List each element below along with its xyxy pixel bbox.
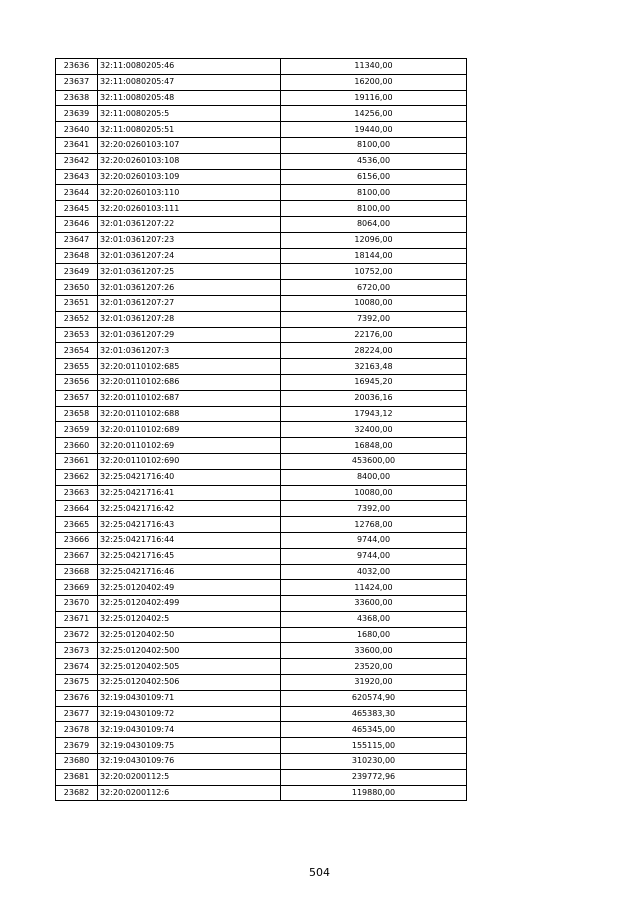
row-number-cell: 23661 — [56, 453, 98, 469]
value-cell: 155115,00 — [281, 738, 467, 754]
value-cell: 19116,00 — [281, 90, 467, 106]
table-row — [56, 327, 467, 343]
table-row — [56, 754, 467, 770]
row-number-cell: 23636 — [56, 59, 98, 75]
value-cell: 8100,00 — [281, 185, 467, 201]
value-cell: 16945,20 — [281, 374, 467, 390]
row-number-cell: 23672 — [56, 627, 98, 643]
row-number-cell: 23666 — [56, 532, 98, 548]
table-row — [56, 453, 467, 469]
value-cell: 14256,00 — [281, 106, 467, 122]
row-number-cell: 23655 — [56, 359, 98, 375]
table-row — [56, 469, 467, 485]
cadastral-number-cell: 32:01:0361207:24 — [98, 248, 281, 264]
value-cell: 11340,00 — [281, 59, 467, 75]
row-number-cell: 23680 — [56, 754, 98, 770]
row-number-cell: 23653 — [56, 327, 98, 343]
row-number-cell: 23657 — [56, 390, 98, 406]
row-number-cell: 23637 — [56, 74, 98, 90]
table-row — [56, 295, 467, 311]
value-cell: 12768,00 — [281, 517, 467, 533]
value-cell: 119880,00 — [281, 785, 467, 801]
table-row — [56, 627, 467, 643]
value-cell: 20036,16 — [281, 390, 467, 406]
row-number-cell: 23679 — [56, 738, 98, 754]
row-number-cell: 23646 — [56, 216, 98, 232]
table-row — [56, 501, 467, 517]
row-number-cell: 23638 — [56, 90, 98, 106]
cadastral-number-cell: 32:20:0260103:107 — [98, 137, 281, 153]
value-cell: 10752,00 — [281, 264, 467, 280]
table-row — [56, 422, 467, 438]
value-cell: 33600,00 — [281, 643, 467, 659]
value-cell: 239772,96 — [281, 769, 467, 785]
cadastral-number-cell: 32:25:0421716:45 — [98, 548, 281, 564]
cadastral-number-cell: 32:01:0361207:22 — [98, 216, 281, 232]
table-row — [56, 343, 467, 359]
table-row — [56, 643, 467, 659]
row-number-cell: 23670 — [56, 596, 98, 612]
row-number-cell: 23654 — [56, 343, 98, 359]
row-number-cell: 23660 — [56, 438, 98, 454]
cadastral-number-cell: 32:20:0110102:686 — [98, 374, 281, 390]
value-cell: 8400,00 — [281, 469, 467, 485]
value-cell: 16200,00 — [281, 74, 467, 90]
cadastral-number-cell: 32:01:0361207:23 — [98, 232, 281, 248]
cadastral-number-cell: 32:19:0430109:75 — [98, 738, 281, 754]
cadastral-number-cell: 32:01:0361207:27 — [98, 295, 281, 311]
value-cell: 18144,00 — [281, 248, 467, 264]
value-cell: 6156,00 — [281, 169, 467, 185]
value-cell: 28224,00 — [281, 343, 467, 359]
table-row — [56, 690, 467, 706]
row-number-cell: 23669 — [56, 580, 98, 596]
value-cell: 620574,90 — [281, 690, 467, 706]
row-number-cell: 23647 — [56, 232, 98, 248]
table-row — [56, 137, 467, 153]
row-number-cell: 23651 — [56, 295, 98, 311]
row-number-cell: 23671 — [56, 611, 98, 627]
table-row — [56, 438, 467, 454]
row-number-cell: 23643 — [56, 169, 98, 185]
table-row — [56, 280, 467, 296]
cadastral-number-cell: 32:20:0260103:108 — [98, 153, 281, 169]
cadastral-number-cell: 32:19:0430109:71 — [98, 690, 281, 706]
value-cell: 22176,00 — [281, 327, 467, 343]
table-row — [56, 722, 467, 738]
row-number-cell: 23668 — [56, 564, 98, 580]
table-row — [56, 122, 467, 138]
cadastral-number-cell: 32:11:0080205:47 — [98, 74, 281, 90]
table-row — [56, 74, 467, 90]
row-number-cell: 23673 — [56, 643, 98, 659]
cadastral-number-cell: 32:19:0430109:74 — [98, 722, 281, 738]
cadastral-number-cell: 32:25:0421716:40 — [98, 469, 281, 485]
cadastral-number-cell: 32:20:0260103:109 — [98, 169, 281, 185]
table-row — [56, 738, 467, 754]
value-cell: 12096,00 — [281, 232, 467, 248]
table-row — [56, 769, 467, 785]
cadastral-number-cell: 32:20:0200112:6 — [98, 785, 281, 801]
row-number-cell: 23650 — [56, 280, 98, 296]
cadastral-number-cell: 32:25:0120402:50 — [98, 627, 281, 643]
row-number-cell: 23649 — [56, 264, 98, 280]
row-number-cell: 23640 — [56, 122, 98, 138]
row-number-cell: 23642 — [56, 153, 98, 169]
value-cell: 16848,00 — [281, 438, 467, 454]
cadastral-number-cell: 32:25:0120402:506 — [98, 675, 281, 691]
cadastral-number-cell: 32:20:0260103:111 — [98, 201, 281, 217]
row-number-cell: 23648 — [56, 248, 98, 264]
value-cell: 453600,00 — [281, 453, 467, 469]
table-row — [56, 185, 467, 201]
value-cell: 10080,00 — [281, 295, 467, 311]
table-row — [56, 596, 467, 612]
cadastral-number-cell: 32:20:0110102:689 — [98, 422, 281, 438]
table-row — [56, 264, 467, 280]
value-cell: 4536,00 — [281, 153, 467, 169]
table-row — [56, 485, 467, 501]
value-cell: 465383,30 — [281, 706, 467, 722]
value-cell: 4368,00 — [281, 611, 467, 627]
cadastral-number-cell: 32:25:0120402:499 — [98, 596, 281, 612]
cadastral-number-cell: 32:19:0430109:76 — [98, 754, 281, 770]
cadastral-number-cell: 32:11:0080205:46 — [98, 59, 281, 75]
value-cell: 32163,48 — [281, 359, 467, 375]
value-cell: 8100,00 — [281, 201, 467, 217]
value-cell: 310230,00 — [281, 754, 467, 770]
value-cell: 17943,12 — [281, 406, 467, 422]
cadastral-number-cell: 32:01:0361207:28 — [98, 311, 281, 327]
value-cell: 7392,00 — [281, 311, 467, 327]
row-number-cell: 23662 — [56, 469, 98, 485]
table-body — [56, 59, 467, 801]
table-row — [56, 675, 467, 691]
table-row — [56, 390, 467, 406]
value-cell: 31920,00 — [281, 675, 467, 691]
row-number-cell: 23675 — [56, 675, 98, 691]
table-row — [56, 611, 467, 627]
value-cell: 7392,00 — [281, 501, 467, 517]
cadastral-number-cell: 32:11:0080205:48 — [98, 90, 281, 106]
table-row — [56, 201, 467, 217]
cadastral-number-cell: 32:01:0361207:26 — [98, 280, 281, 296]
cadastral-number-cell: 32:20:0110102:687 — [98, 390, 281, 406]
row-number-cell: 23665 — [56, 517, 98, 533]
value-cell: 19440,00 — [281, 122, 467, 138]
table-row — [56, 248, 467, 264]
table-row — [56, 90, 467, 106]
row-number-cell: 23678 — [56, 722, 98, 738]
cadastral-number-cell: 32:25:0120402:5 — [98, 611, 281, 627]
table-row — [56, 532, 467, 548]
value-cell: 32400,00 — [281, 422, 467, 438]
value-cell: 23520,00 — [281, 659, 467, 675]
table-row — [56, 216, 467, 232]
table-row — [56, 153, 467, 169]
cadastral-number-cell: 32:11:0080205:51 — [98, 122, 281, 138]
value-cell: 10080,00 — [281, 485, 467, 501]
cadastral-number-cell: 32:20:0110102:685 — [98, 359, 281, 375]
row-number-cell: 23677 — [56, 706, 98, 722]
cadastral-number-cell: 32:25:0421716:46 — [98, 564, 281, 580]
cadastral-number-cell: 32:25:0120402:49 — [98, 580, 281, 596]
value-cell: 8100,00 — [281, 137, 467, 153]
cadastral-number-cell: 32:19:0430109:72 — [98, 706, 281, 722]
table-row — [56, 374, 467, 390]
row-number-cell: 23641 — [56, 137, 98, 153]
value-cell: 6720,00 — [281, 280, 467, 296]
value-cell: 9744,00 — [281, 548, 467, 564]
cadastral-number-cell: 32:20:0110102:69 — [98, 438, 281, 454]
cadastral-number-cell: 32:20:0110102:690 — [98, 453, 281, 469]
cadastral-number-cell: 32:01:0361207:3 — [98, 343, 281, 359]
row-number-cell: 23667 — [56, 548, 98, 564]
cadastral-number-cell: 32:20:0110102:688 — [98, 406, 281, 422]
table-row — [56, 706, 467, 722]
table-row — [56, 564, 467, 580]
row-number-cell: 23674 — [56, 659, 98, 675]
cadastral-number-cell: 32:25:0421716:44 — [98, 532, 281, 548]
row-number-cell: 23676 — [56, 690, 98, 706]
value-cell: 11424,00 — [281, 580, 467, 596]
row-number-cell: 23656 — [56, 374, 98, 390]
data-table — [55, 58, 467, 801]
cadastral-number-cell: 32:20:0200112:5 — [98, 769, 281, 785]
table-row — [56, 406, 467, 422]
row-number-cell: 23682 — [56, 785, 98, 801]
row-number-cell: 23664 — [56, 501, 98, 517]
value-cell: 9744,00 — [281, 532, 467, 548]
row-number-cell: 23639 — [56, 106, 98, 122]
table-row — [56, 59, 467, 75]
row-number-cell: 23681 — [56, 769, 98, 785]
cadastral-number-cell: 32:20:0260103:110 — [98, 185, 281, 201]
cadastral-number-cell: 32:25:0421716:42 — [98, 501, 281, 517]
cadastral-number-cell: 32:25:0120402:505 — [98, 659, 281, 675]
table-row — [56, 548, 467, 564]
value-cell: 1680,00 — [281, 627, 467, 643]
table-row — [56, 311, 467, 327]
table-row — [56, 106, 467, 122]
value-cell: 8064,00 — [281, 216, 467, 232]
row-number-cell: 23659 — [56, 422, 98, 438]
cadastral-number-cell: 32:25:0421716:41 — [98, 485, 281, 501]
row-number-cell: 23663 — [56, 485, 98, 501]
table-row — [56, 169, 467, 185]
row-number-cell: 23645 — [56, 201, 98, 217]
cadastral-number-cell: 32:25:0120402:500 — [98, 643, 281, 659]
value-cell: 465345,00 — [281, 722, 467, 738]
cadastral-number-cell: 32:11:0080205:5 — [98, 106, 281, 122]
row-number-cell: 23652 — [56, 311, 98, 327]
table-row — [56, 232, 467, 248]
table-row — [56, 659, 467, 675]
value-cell: 33600,00 — [281, 596, 467, 612]
table-row — [56, 785, 467, 801]
cadastral-number-cell: 32:01:0361207:29 — [98, 327, 281, 343]
page-number: 504 — [309, 866, 330, 879]
row-number-cell: 23658 — [56, 406, 98, 422]
table-row — [56, 517, 467, 533]
cadastral-number-cell: 32:25:0421716:43 — [98, 517, 281, 533]
table-row — [56, 580, 467, 596]
cadastral-number-cell: 32:01:0361207:25 — [98, 264, 281, 280]
table-row — [56, 359, 467, 375]
row-number-cell: 23644 — [56, 185, 98, 201]
value-cell: 4032,00 — [281, 564, 467, 580]
